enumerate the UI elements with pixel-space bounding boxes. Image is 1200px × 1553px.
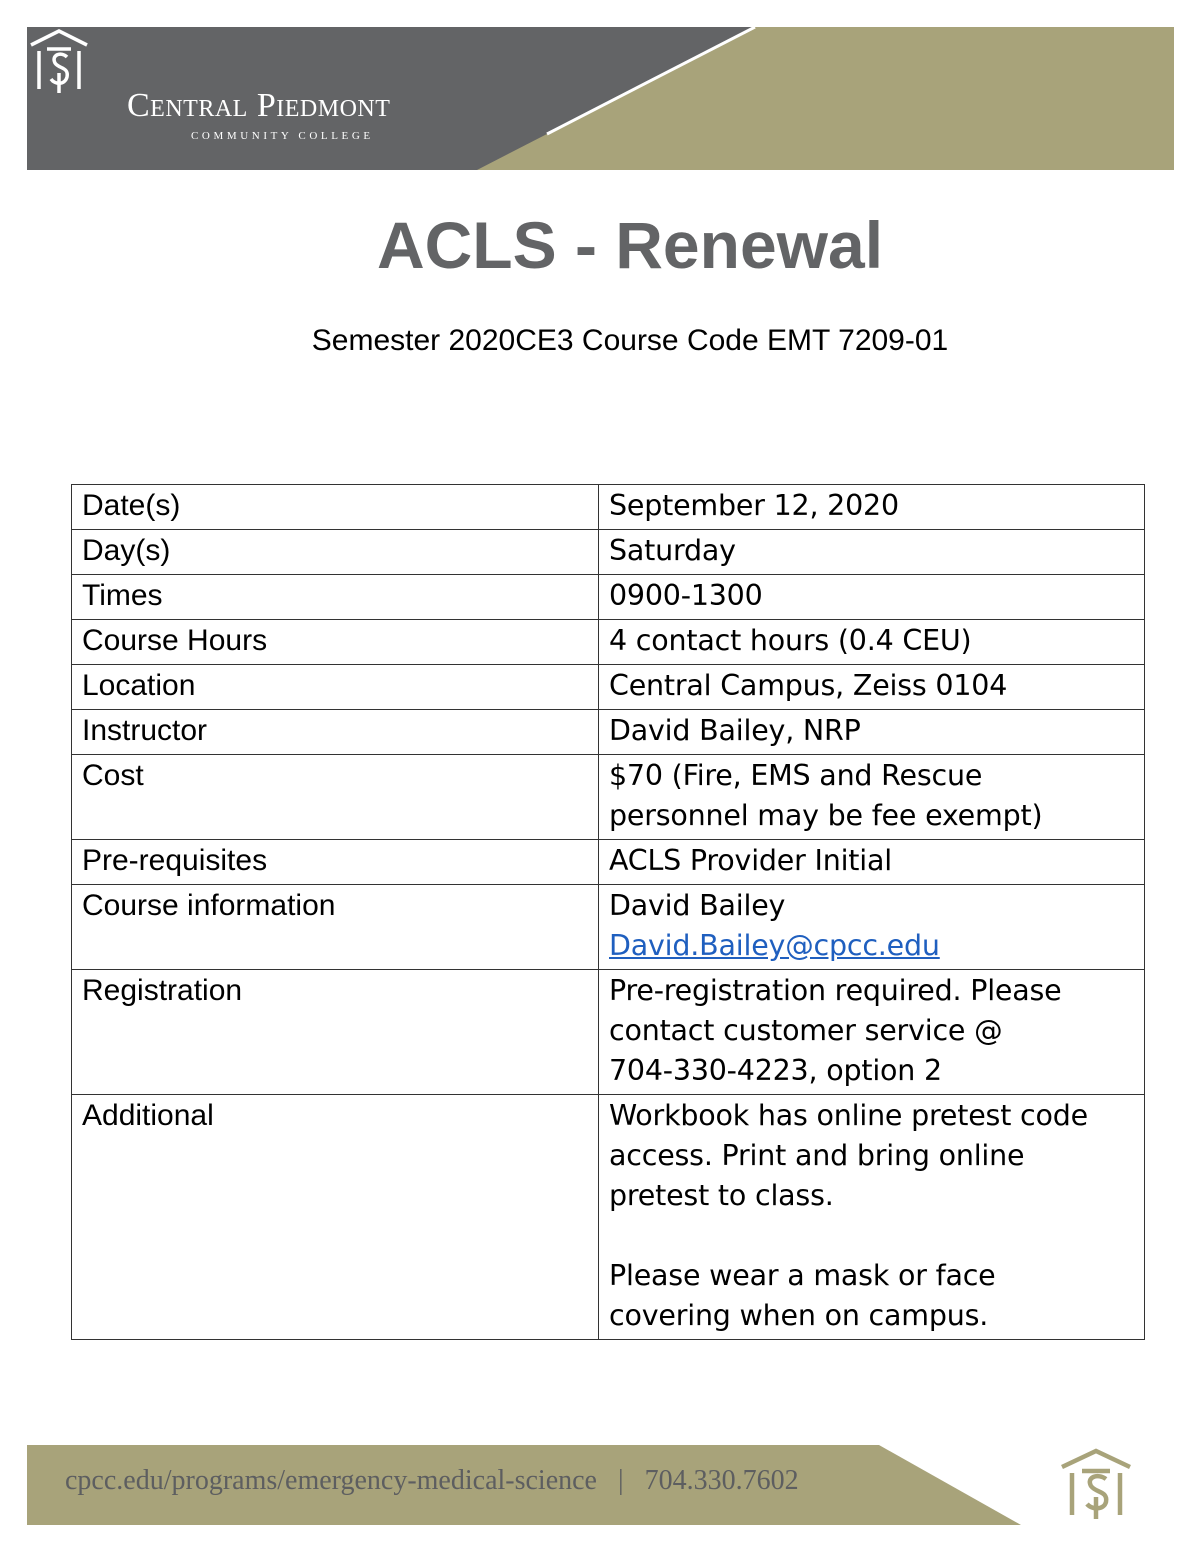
value-line: Workbook has online pretest code [609, 1099, 1088, 1132]
row-value [599, 575, 1145, 620]
value-line: Central Campus, Zeiss 0104 [609, 669, 1008, 702]
value-line [609, 1216, 1134, 1256]
row-label: Additional [72, 1095, 599, 1340]
course-subtitle: Semester 2020CE3 Course Code EMT 7209-01 [311, 324, 949, 357]
table-row [72, 665, 1145, 710]
table-row [72, 620, 1145, 665]
row-value [599, 710, 1145, 755]
value-line: $70 (Fire, EMS and Rescue [609, 759, 983, 792]
table-row [72, 485, 1145, 530]
table-row [72, 1095, 1145, 1340]
table-row [72, 710, 1145, 755]
college-logo-icon [1058, 1447, 1134, 1521]
row-label: Instructor [72, 710, 599, 755]
value-line: Saturday [609, 534, 736, 567]
value-line: 704-330-4223, option 2 [609, 1054, 942, 1087]
row-value [599, 840, 1145, 885]
value-line: contact customer service @ [609, 1014, 1003, 1047]
row-label: Registration [72, 970, 599, 1095]
footer-phone: 704.330.7602 [644, 1465, 799, 1496]
row-label: Course information [72, 885, 599, 970]
row-label: Day(s) [72, 530, 599, 575]
value-line: David Bailey [609, 889, 786, 922]
header-banner [27, 27, 1174, 170]
course-info-table [71, 484, 1145, 1340]
table-row [72, 840, 1145, 885]
row-label: Pre-requisites [72, 840, 599, 885]
row-label: Date(s) [72, 485, 599, 530]
value-line: personnel may be fee exempt) [609, 799, 1043, 832]
table-row [72, 755, 1145, 840]
row-value [599, 620, 1145, 665]
value-line: 0900-1300 [609, 579, 763, 612]
college-subname: COMMUNITY COLLEGE [191, 130, 374, 142]
row-value [599, 970, 1145, 1095]
row-label: Course Hours [72, 620, 599, 665]
row-value [599, 1095, 1145, 1340]
value-line: September 12, 2020 [609, 489, 899, 522]
value-line: covering when on campus. [609, 1299, 989, 1332]
table-row [72, 970, 1145, 1095]
value-line: Pre-registration required. Please [609, 974, 1062, 1007]
row-value [599, 530, 1145, 575]
college-logo-icon [27, 27, 91, 95]
value-line: pretest to class. [609, 1179, 834, 1212]
footer-url[interactable]: cpcc.edu/programs/emergency-medical-science [65, 1465, 597, 1496]
value-line: David Bailey, NRP [609, 714, 861, 747]
value-line: 4 contact hours (0.4 CEU) [609, 624, 972, 657]
footer-contact [65, 1467, 799, 1495]
row-label: Times [72, 575, 599, 620]
value-line: access. Print and bring online [609, 1139, 1025, 1172]
row-label: Cost [72, 755, 599, 840]
college-name: Central Piedmont [127, 87, 391, 124]
table-row [72, 530, 1145, 575]
table-row [72, 885, 1145, 970]
row-value [599, 755, 1145, 840]
row-value [599, 485, 1145, 530]
footer-separator: | [618, 1465, 624, 1496]
page-title: ACLS - Renewal [376, 208, 884, 282]
value-line: Please wear a mask or face [609, 1259, 996, 1292]
footer-banner [27, 1445, 1021, 1525]
value-line: ACLS Provider Initial [609, 844, 892, 877]
email-link[interactable]: David.Bailey@cpcc.edu [609, 929, 940, 962]
table-row [72, 575, 1145, 620]
row-value [599, 665, 1145, 710]
row-label: Location [72, 665, 599, 710]
row-value [599, 885, 1145, 970]
